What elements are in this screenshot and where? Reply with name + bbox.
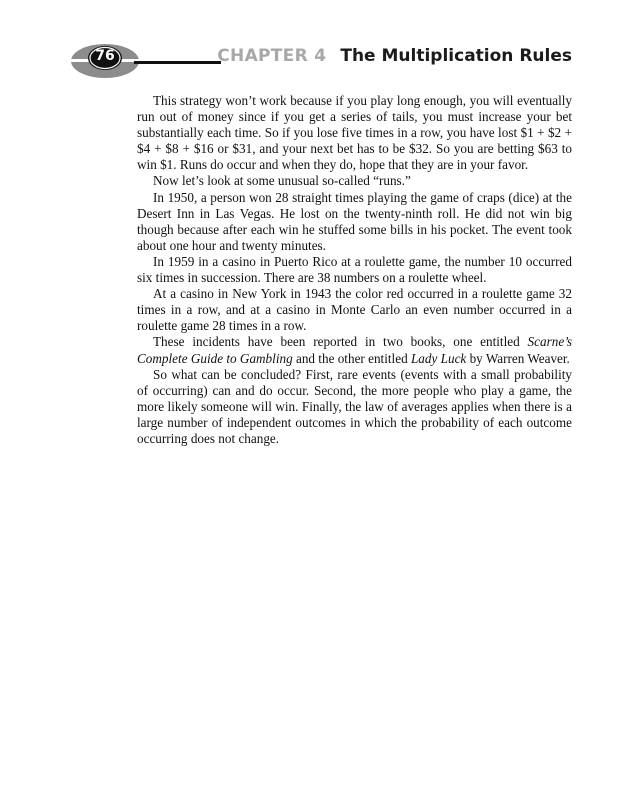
running-head: [217, 46, 572, 66]
chapter-title: The Multiplication Rules: [340, 46, 572, 66]
book-title-lady-luck: Lady Luck: [410, 350, 467, 366]
book-title-scarne: Scarne’s Complete Guide to Gambling: [137, 334, 572, 366]
books-text-start: These incidents have been reported in two books, one entitled: [153, 334, 528, 350]
page-number: 76: [95, 48, 115, 64]
paragraph-runs-intro: Now let’s look at some unusual so-called “runs.”: [153, 173, 411, 189]
paragraph-puerto-rico: In 1959 in a casino in Puerto Rico at a roulette game, the number 10 occurred six times in succession. There are 38 numbers on a roulette wheel.: [137, 253, 572, 286]
books-text-end: by Warren Weaver.: [466, 350, 570, 366]
body-text: [137, 93, 572, 447]
paragraph-conclusion: So what can be concluded? First, rare events (events with a small probability of occurring) can and do occur. Second, the more people who play a game, the more likely someone will win. Finally, the law of averages applies when there is a large number of independent outcomes in which the probability of each outcome occurring does not change.: [137, 366, 572, 446]
header-rule: [134, 61, 221, 64]
paragraph-craps: In 1950, a person won 28 straight times playing the game of craps (dice) at the Desert Inn in Las Vegas. He lost on the twenty-ninth roll. He did not win big though because after each win he stuffed some bills in his pocket. The event took about one hour and twenty minutes.: [137, 189, 572, 253]
chapter-label: CHAPTER 4: [217, 46, 327, 66]
paragraph-books: [137, 334, 572, 366]
page-header: [0, 0, 635, 100]
books-text-mid: and the other entitled: [292, 350, 411, 366]
page-number-badge: [70, 40, 140, 80]
paragraph-strategy: This strategy won’t work because if you play long enough, you will eventually run out of money since if you get a series of tails, you must increase your bet substantially each time. So if you lose five times in a row, you have lost $1 + $2 + $4 + $8 + $16 or $31, and your next bet has to be $32. So you are betting $63 to win $1. Runs do occur and when they do, hope that they are in your favor.: [137, 93, 572, 173]
paragraph-new-york: At a casino in New York in 1943 the color red occurred in a roulette game 32 times in a row, and at a casino in Monte Carlo an even number occurred in a roulette game 28 times in a row.: [137, 286, 572, 334]
